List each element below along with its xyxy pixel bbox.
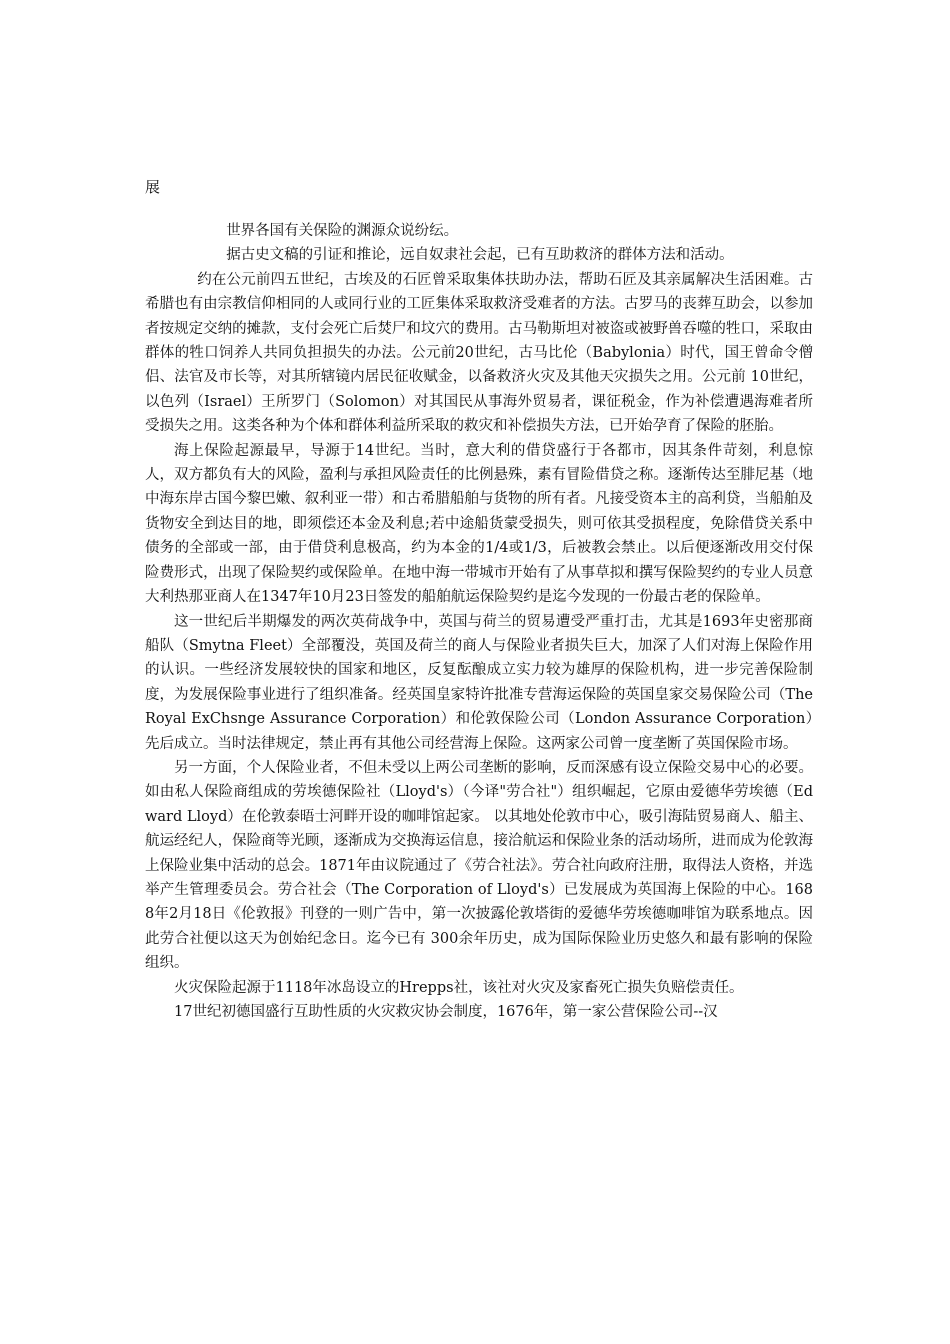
document-body [145, 219, 813, 1024]
paragraph-ancient-mutual-aid: 约在公元前四五世纪，古埃及的石匠曾采取集体扶助办法，帮助石匠及其亲属解决生活困难。古希腊也有由宗教信仰相同的人或同行业的工匠集体采取救济受难者的方法。古罗马的丧葬互助会，以参加者按规定交纳的摊款，支付会死亡后焚尸和坟穴的费用。古马勒斯坦对被盗或被野兽吞噬的牲口，采取由群体的牲口饲养人共同负担损失的办法。公元前20世纪，古马比伦（Babylonia）时代，国王曾命令僧侣、法官及市长等，对其所辖镜内居民征收赋金，以备救济火灾及其他天灾损失之用。公元前 10世纪，以色列（Israel）王所罗门（Solomon）对其国民从事海外贸易者，课征税金，作为补偿遭遇海难者所受损失之用。这类各种为个体和群体利益所采取的救灾和补偿损失方法，已开始孕育了保险的胚胎。 [145, 271, 813, 435]
paragraph-german-fire-associations: 17世纪初德国盛行互助性质的火灾救灾协会制度，1676年，第一家公营保险公司--汉 [174, 1004, 718, 1020]
paragraph-anglo-dutch-war: 这一世纪后半期爆发的两次英荷战争中，英国与荷兰的贸易遭受严重打击，尤其是1693年史密那商船队（Smytna Fleet）全部覆没，英国及荷兰的商人与保险业者损失巨大，加深了人们对海上保险作用的认识。一些经济发展较快的国家和地区，反复酝酿成立实力较为雄厚的保险机构，进一步完善保险制度，为发展保险事业进行了组织准备。经英国皇家特许批准专营海运保险的英国皇家交易保险公司（The Royal ExChsnge Assurance Corporation）和伦敦保险公司（London Assurance Corporation）先后成立。当时法律规定，禁止再有其他公司经营海上保险。这两家公司曾一度垄断了英国保险市场。 [145, 613, 813, 752]
paragraph-marine-insurance-origin: 海上保险起源最早，导源于14世纪。当时，意大利的借贷盛行于各都市，因其条件苛刻，利息惊人，双方都负有大的风险，盈利与承担风险责任的比例悬殊，素有冒险借贷之称。逐渐传达至腓尼基（地中海东岸古国今黎巴嫩、叙利亚一带）和古希腊船舶与货物的所有者。凡接受资本主的高利贷，当船舶及货物安全到达目的地，即须偿还本金及利息;若中途船货蒙受损失，则可依其受损程度，免除借贷关系中债务的全部或一部，由于借贷利息极高，约为本金的1/4或1/3，后被教会禁止。以后便逐渐改用交付保险费形式，出现了保险契约或保险单。在地中海一带城市开始有了从事草拟和撰写保险契约的专业人员意大利热那亚商人在1347年10月23日签发的船舶航运保险契约是迄今发现的一份最古老的保险单。 [145, 442, 813, 606]
paragraph-intro: 世界各国有关保险的渊源众说纷纭。 [226, 223, 459, 239]
paragraph-fire-insurance-origin: 火灾保险起源于1118年冰岛设立的Hrepps社，该社对火灾及家畜死亡损失负赔偿责任。 [174, 979, 744, 996]
paragraph-ancient-evidence: 据古史文稿的引证和推论，远自奴隶社会起，已有互助救济的群体方法和活动。 [226, 247, 734, 264]
paragraph-lloyds: 另一方面，个人保险业者，不但未受以上两公司垄断的影响，反而深感有设立保险交易中心的必要。如由私人保险商组成的劳埃德保险社（Lloyd's）（今译"劳合社"）组织崛起，它原由爱德华劳埃德（Edward Lloyd）在伦敦泰晤士河畔开设的咖啡馆起家。 以其地处伦敦市中心，吸引海陆贸易商人、船主、航运经纪人，保险商等光顾，逐渐成为交换海运信息，接洽航运和保险业条的活动场所，进而成为伦敦海上保险业集中活动的总会。1871年由议院通过了《劳合社法》。劳合社向政府注册，取得法人资格，并选举产生管理委员会。劳合社会（The Corporation of Lloyd's）已发展成为英国海上保险的中心。1688年2月18日《伦敦报》刊登的一则广告中，第一次披露伦敦塔街的爱德华劳埃德咖啡馆为联系地点。因此劳合社便以这天为创始纪念日。迄今已有 300余年历史，成为国际保险业历史悠久和最有影响的保险组织。 [145, 759, 813, 972]
heading-fragment: 展 [145, 178, 161, 196]
